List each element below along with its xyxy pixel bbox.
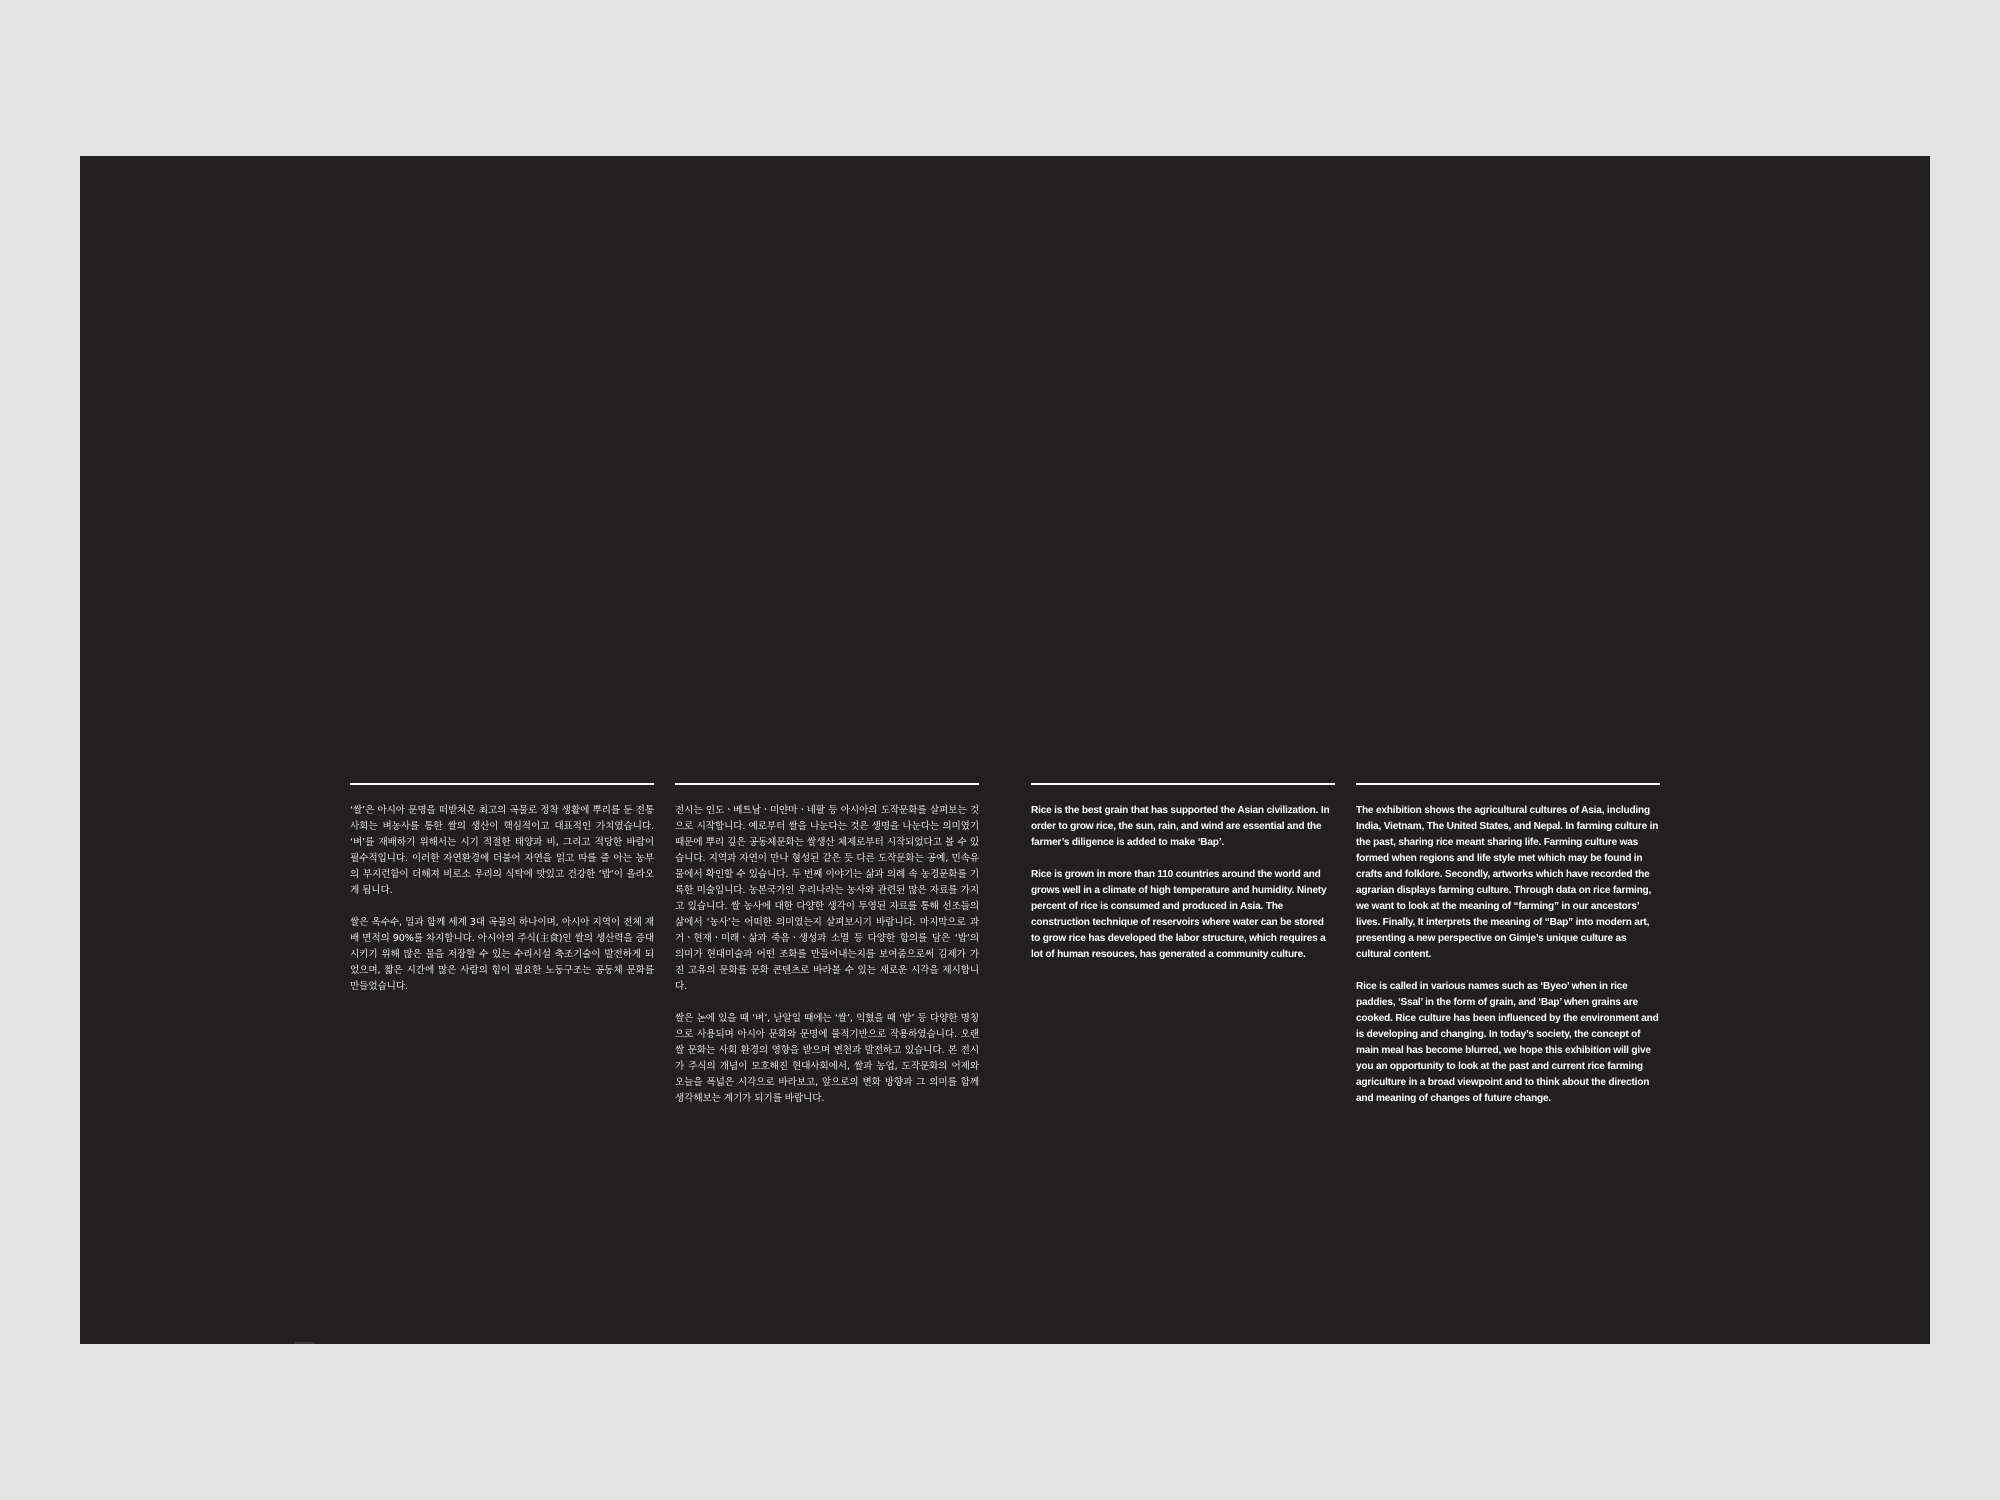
bottom-edge-mark bbox=[295, 1342, 315, 1344]
column-top-rule bbox=[1356, 783, 1660, 785]
korean-exhibition-column bbox=[675, 783, 979, 1107]
english-intro-paragraph-2: Rice is grown in more than 110 countries around the world and grows well in a climate of high temperature and humidity. Ninety percent of rice is consumed and produced in Asia. The construction technique of reservoirs where water can be stored to grow rice has developed the labor structure, which requires a lot of human resouces, has generated a community culture. bbox=[1031, 869, 1327, 960]
korean-intro-column bbox=[350, 783, 654, 995]
korean-exhibition-paragraph-2: 쌀은 논에 있을 때 ‘벼’, 낟알일 때에는 ‘쌀’, 익혔을 때 ‘밥’ 등 다양한 명칭으로 사용되며 아시아 문화와 문명에 물적기반으로 작용하였습니다. 오랜 쌀 문화는 사회 환경의 영향을 받으며 변천과 발전하고 있습니다. 본 전시가 주식의 개념이 모호해진 현대사회에서, 쌀과 농업, 도작문화의 어제와 오늘을 폭넓은 시각으로 바라보고, 앞으로의 변화 방향과 그 의미를 함께 생각해보는 계기가 되기를 바랍니다. bbox=[675, 1013, 979, 1104]
korean-intro-paragraph-2: 쌀은 옥수수, 밀과 함께 세계 3대 곡물의 하나이며, 아시아 지역이 전체 재배 면적의 90%를 차지합니다. 아시아의 주식(主食)인 쌀의 생산력을 증대시키기 위해 많은 물을 저장할 수 있는 수리시설 축조기술이 발전하게 되었으며, 짧은 시간에 많은 사람의 힘이 필요한 노동구조는 공동체 문화를 만들었습니다. bbox=[350, 917, 654, 992]
english-exhibition-column bbox=[1356, 783, 1660, 1107]
english-exhibition-paragraph-1: The exhibition shows the agricultural cultures of Asia, including India, Vietnam, The United States, and Nepal. In farming culture in the past, sharing rice meant sharing life. Farming culture was formed when regions and life style met which may be found in crafts and folklore. Secondly, artworks which have recorded the agrarian displays farming culture. Through data on rice farming, we want to look at the meaning of “farming” in our ancestors’ lives. Finally, It interprets the meaning of “Bap” into modern art, presenting a new perspective on Gimje’s unique culture as cultural content. bbox=[1356, 805, 1659, 960]
column-top-rule bbox=[1031, 783, 1335, 785]
column-top-rule bbox=[350, 783, 654, 785]
english-intro-paragraph-1: Rice is the best grain that has supported the Asian civilization. In order to grow rice, the sun, rain, and wind are essential and the farmer’s diligence is added to make ‘Bap’. bbox=[1031, 805, 1330, 848]
column-top-rule bbox=[675, 783, 979, 785]
english-intro-column bbox=[1031, 783, 1335, 963]
english-exhibition-paragraph-2: Rice is called in various names such as ‘Byeo’ when in rice paddies, ‘Ssal’ in the form of grain, and ‘Bap’ when grains are cooked. Rice culture has been influenced by the environment and is developing and changing. In today’s society, the concept of main meal has become blurred, we hope this exhibition will give you an opportunity to look at the past and current rice farming agriculture in a broad viewpoint and to think about the direction and meaning of changes of future change. bbox=[1356, 981, 1659, 1104]
korean-intro-paragraph-1: ‘쌀’은 아시아 문명을 떠받쳐온 최고의 곡물로 정착 생활에 뿌리를 둔 전통사회는 벼농사를 통한 쌀의 생산이 핵심적이고 대표적인 가치였습니다. ‘벼’를 재배하기 위해서는 시기 적절한 태양과 비, 그리고 적당한 바람이 필수적입니다. 이러한 자연환경에 더불어 자연을 읽고 따를 줄 아는 농부의 부지런함이 더해져 비로소 우리의 식탁에 맛있고 건강한 ‘밥’이 올라오게 됩니다. bbox=[350, 805, 654, 896]
korean-exhibition-paragraph-1: 전시는 인도ㆍ베트남ㆍ미얀마ㆍ네팔 등 아시아의 도작문화를 살펴보는 것으로 시작합니다. 예로부터 쌀을 나눈다는 것은 생명을 나눈다는 의미였기 때문에 뿌리 깊은 공동체문화는 쌀생산 체제로부터 시작되었다고 볼 수 있습니다. 지역과 자연이 만나 형성된 같은 듯 다른 도작문화는 공예, 민속유물에서 확인할 수 있습니다. 두 번째 이야기는 삶과 의례 속 농경문화를 기록한 미술입니다. 농본국가인 우리나라는 농사와 관련된 많은 자료를 가지고 있습니다. 쌀 농사에 대한 다양한 생각이 투영된 자료를 통해 선조들의 삶에서 ‘농사’는 어떠한 의미였는지 살펴보시기 바랍니다. 마지막으로 과거ㆍ현재ㆍ미래ㆍ삶과 죽음ㆍ생성과 소멸 등 다양한 함의를 담은 ‘밥’의 의미가 현대미술과 어떤 조화를 만들어내는지를 보여줌으로써 김제가 가진 고유의 문화를 문화 콘텐츠로 바라볼 수 있는 새로운 시각을 제시합니다. bbox=[675, 805, 979, 992]
exhibition-text-panel bbox=[80, 156, 1930, 1344]
